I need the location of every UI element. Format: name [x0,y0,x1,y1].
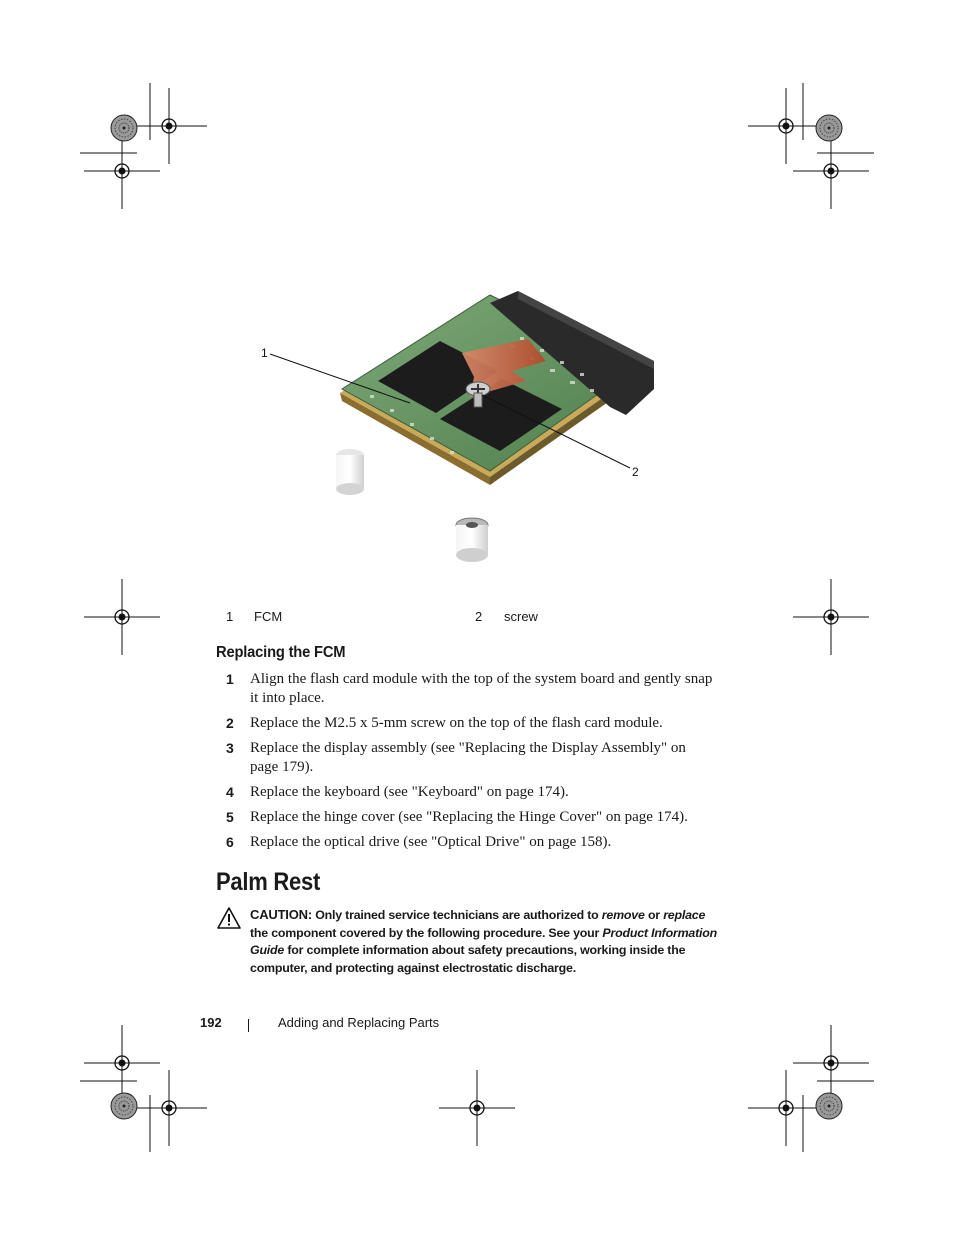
caution-label: CAUTION: [250,907,312,922]
page-number: 192 [200,1015,222,1030]
caution-part-1: Only trained service technicians are authorized to [315,908,599,922]
caution-emphasis-guide: Product Information Guide [250,925,718,957]
step-number: 4 [226,784,234,800]
caution-emphasis-remove: remove [601,908,645,922]
step-number: 3 [226,740,234,756]
caution-part-2: or [647,908,660,922]
caution-part-3: the component covered by the following procedure. See your [250,925,600,940]
step-number: 1 [226,671,234,687]
step-text: Replace the M2.5 x 5-mm screw on the top of the flash card module. [250,715,663,731]
step-item [216,833,716,852]
caution-emphasis-replace: replace [663,908,706,922]
step-text: Replace the display assembly (see "Replacing the Display Assembly" on page 179). [250,740,686,775]
step-item [216,714,716,733]
callout-1: 1 [261,346,268,360]
step-number: 2 [226,715,234,731]
step-item [216,783,716,802]
caution-text [250,906,720,977]
step-number: 6 [226,834,234,850]
legend-num-2: 2 [475,609,483,624]
legend-num-1: 1 [226,609,234,624]
chapter-title: Adding and Replacing Parts [278,1015,440,1030]
section-heading: Replacing the FCM [216,644,346,661]
legend-label-2: screw [504,609,538,624]
callout-2: 2 [632,465,639,479]
step-text: Replace the keyboard (see "Keyboard" on page 174). [250,784,569,800]
step-text: Align the flash card module with the top of the system board and gently snap it into place. [250,671,713,706]
step-text: Replace the optical drive (see "Optical Drive" on page 158). [250,834,612,850]
fcm-illustration [250,285,670,585]
page-title: Palm Rest [216,868,321,896]
step-item [216,739,716,777]
step-item [216,808,716,827]
caution-part-4: for complete information about safety precautions, working inside the computer, and protecting against electrostatic discharge. [250,943,686,975]
warning-triangle-icon [216,906,242,930]
footer-divider [248,1019,249,1032]
legend-label-1: FCM [254,609,283,624]
step-text: Replace the hinge cover (see "Replacing the Hinge Cover" on page 174). [250,809,688,825]
procedure-steps [216,670,716,858]
step-number: 5 [226,809,234,825]
step-item [216,670,716,708]
